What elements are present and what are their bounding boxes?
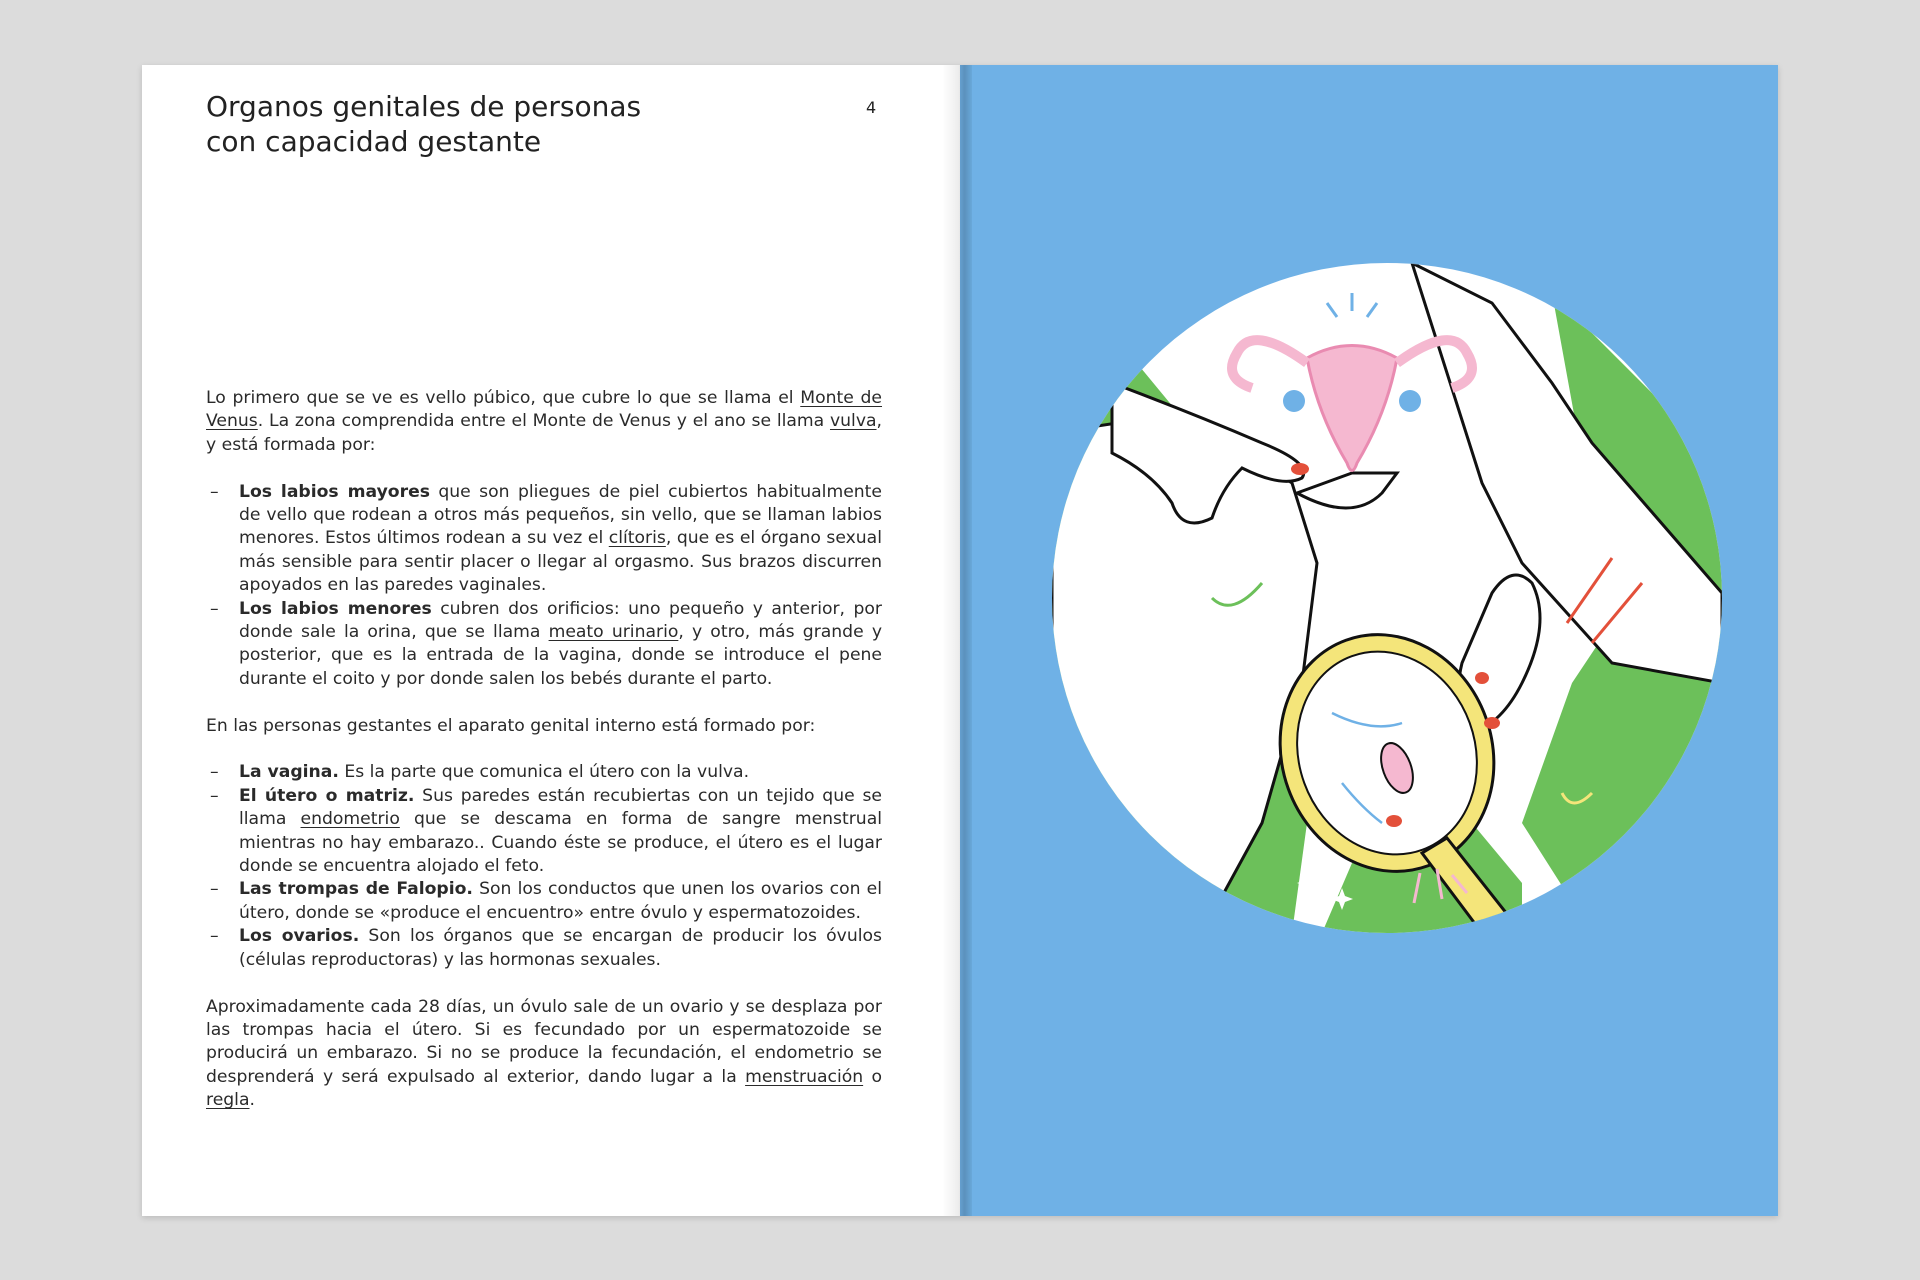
monte-de-venus-term: Monte de Venus xyxy=(206,388,883,432)
list-item-text: que son pliegues de piel cubiertos habitualmente de vello que rodean a otros más pequeños, sin vello, que se llaman labios menores. Estos últimos rodean a su vez el xyxy=(239,481,882,549)
list-item xyxy=(206,598,882,692)
page-title xyxy=(206,89,766,159)
list-item-term: Los labios menores xyxy=(239,598,432,619)
list-item xyxy=(206,481,882,598)
book-gutter xyxy=(942,65,972,1216)
left-page xyxy=(142,65,960,1216)
cycle-text-2: o xyxy=(863,1066,882,1087)
intro-text-1: Lo primero que se ve es vello púbico, que cubre lo que se llama el xyxy=(206,388,801,408)
list-item-text: Son los conductos que unen los ovarios con el útero, donde se «produce el encuentro» entre óvulo y espermatozoides. xyxy=(239,879,882,923)
list-item-text: Son los órganos que se encargan de producir los óvulos (células reproductoras) y las hormonas sexuales. xyxy=(239,926,882,970)
cycle-paragraph xyxy=(206,996,882,1113)
clitoris-term: clítoris xyxy=(608,528,666,549)
list-item xyxy=(206,761,882,784)
list-item-text: Es la parte que comunica el útero con la vulva. xyxy=(338,762,750,783)
page-number: 4 xyxy=(866,98,877,117)
intro-text-2: . La zona comprendida entre el Monte de Venus y el ano se llama xyxy=(257,411,830,432)
body-text xyxy=(206,387,882,1136)
endometrio-term: endometrio xyxy=(300,809,400,830)
intro-paragraph xyxy=(206,387,882,457)
list-item xyxy=(206,785,882,879)
list-item-text: , y otro, más grande y posterior, que es la entrada de la vagina, donde se introduce el pene durante el coito y por donde salen los bebés durante el parto. xyxy=(239,622,882,689)
meato-urinario-term: meato urinario xyxy=(548,622,679,643)
list-item-term: Los ovarios. xyxy=(239,926,360,947)
title-line-1: Organos genitales de personas xyxy=(206,90,642,123)
list-item-term: Los labios mayores xyxy=(239,481,430,502)
cycle-text-1: Aproximadamente cada 28 días, un óvulo sale de un ovario y se desplaza por las trompas hacia el útero. Si es fecundado por un espermatozoide se producirá un embarazo. Si no se produce la fecundación, el endometrio se desprenderá y será expulsado al exterior, dando lugar a la xyxy=(206,996,882,1087)
cycle-text-3: . xyxy=(249,1090,255,1111)
list-item-text: cubren dos orificios: uno pequeño y anterior, por donde sale la orina, que se llama xyxy=(239,598,882,643)
regla-term: regla xyxy=(206,1090,250,1111)
internal-intro-paragraph: En las personas gestantes el aparato genital interno está formado por: xyxy=(206,715,816,736)
intro-text-3: , y está formada por: xyxy=(206,411,882,455)
vulva-term: vulva xyxy=(829,411,877,432)
list-item xyxy=(206,925,882,972)
internal-organs-list xyxy=(206,761,882,972)
list-item-text: que se descama en forma de sangre menstrual mientras no hay embarazo.. Cuando éste se produce, el útero es el lugar donde se encuentra alojado el feto. xyxy=(239,809,883,877)
illustration xyxy=(1052,263,1722,933)
list-item-term: Las trompas de Falopio. xyxy=(239,879,473,900)
menstruacion-term: menstruación xyxy=(745,1066,864,1087)
list-item xyxy=(206,878,882,925)
list-item-text: , que es el órgano sexual más sensible para sentir placer o llegar al orgasmo. Sus brazos discurren apoyados en las paredes vaginales. xyxy=(239,528,882,596)
list-item-term: La vagina. xyxy=(239,762,339,783)
title-line-2: con capacidad gestante xyxy=(206,125,542,158)
nail-1 xyxy=(1291,463,1309,475)
list-item-term: El útero o matriz. xyxy=(239,785,415,806)
external-organs-list xyxy=(206,481,882,692)
list-item-text: Sus paredes están recubiertas con un tejido que se llama xyxy=(239,785,882,830)
